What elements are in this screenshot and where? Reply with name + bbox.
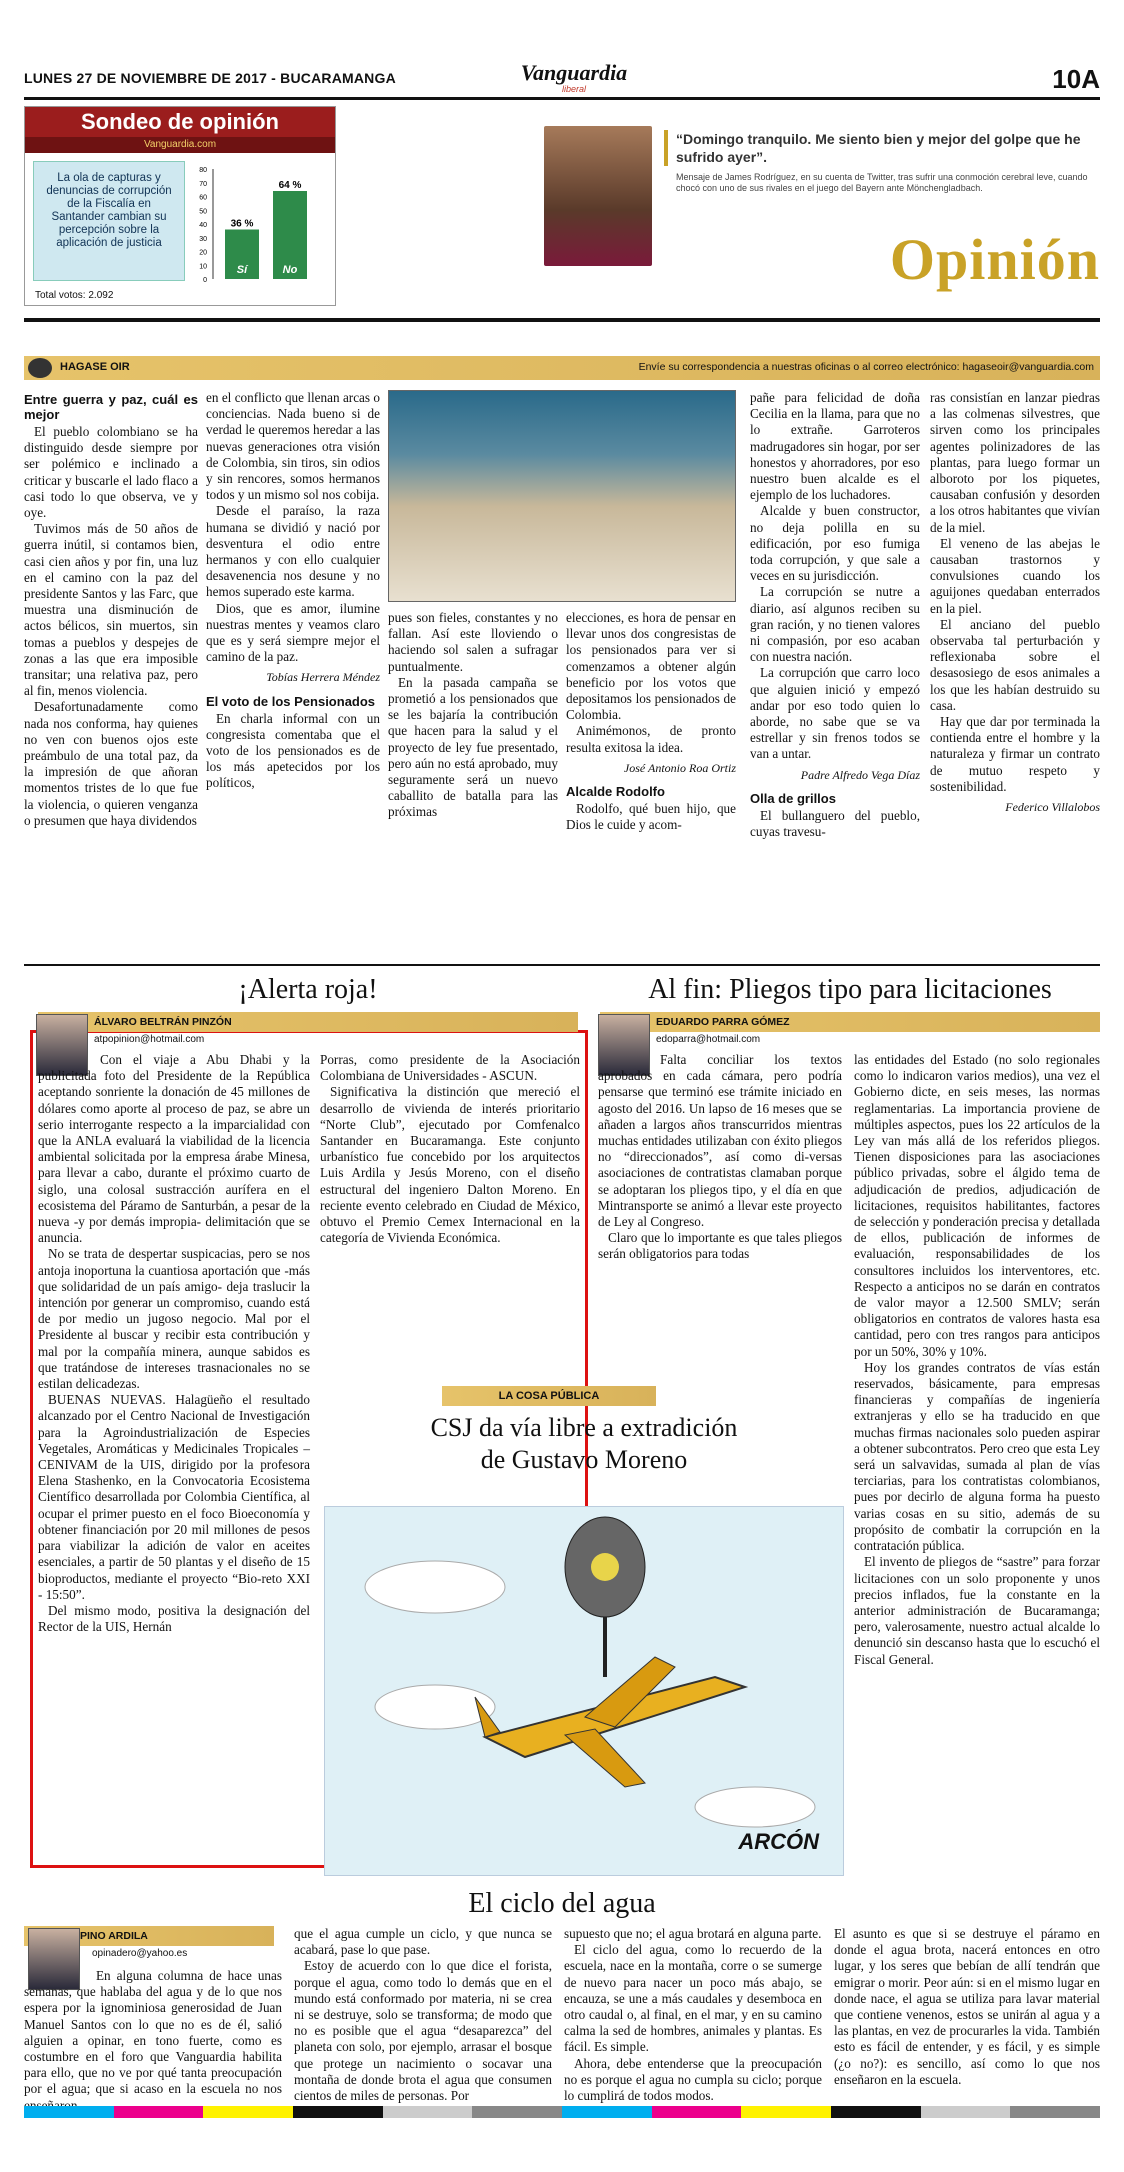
alerta-col-1 <box>38 1052 310 1635</box>
tick-label: 70 <box>199 180 207 188</box>
quote-box <box>664 130 1094 194</box>
tick-label: 10 <box>199 263 207 271</box>
letter-paragraph: Hay que dar por terminada la contienda entre el hombre y la naturaleza y firmar un contrato de mutuo respeto y sostenibilidad. <box>930 714 1100 794</box>
ciclo-col-1 <box>24 1968 282 2114</box>
alerta-col-2 <box>320 1052 580 1246</box>
article-paragraph: El invento de pliegos de “sastre” para forzar licitaciones con un solo proponente y unos precios inflados, fue la constante en la anterior administración de Bucaramanga; pero, valerosamente, nuestro actual alcalde lo denunció sin descanso hasta que lo escuchó el Fiscal General. <box>854 1554 1100 1667</box>
category-label: No <box>282 264 298 276</box>
letter-title: Olla de grillos <box>750 790 836 806</box>
voting-photo <box>388 390 736 602</box>
tick-label: 60 <box>199 194 207 202</box>
letter-paragraph: En charla informal con un congresista comentaba que el voto de los pensionados es de los más apetecidos por los políticos, <box>206 710 380 791</box>
article-paragraph: Significativa la distinción que mereció el desarrollo de vivienda de interés prioritario “Norte Club”, ejecutado por Comfenalco Santander en Bucaramanga. Este conjunto urbanístico fue concebido por los arquitectos Luis Ardila y Jesús Moreno, con el diseño estructural del ingeniero Dalton Moreno. En reciente evento celebrado en Ciudad de México, obtuvo el Premio Cemex Internacional en la categoría de Vivienda Económica. <box>320 1084 580 1246</box>
letter-paragraph: El anciano del pueblo observaba tal perturbación y reflexionaba sobre el desasosiego de esos animales a los que les habían destruido su casa. <box>930 616 1100 713</box>
article-paragraph: El ciclo del agua, como lo recuerdo de la escuela, nace en la montaña, corre o se sumerge de nuevo para nacer un poco más abajo, se encauza, se une a más caudales y desemboca en otro caudal o, al final, en el mar, y en su camino calma la sed de hombres, animales y plantas. Es fácil. Es simple. <box>564 1942 822 2055</box>
letter-paragraph: Animémonos, de pronto resulta exitosa la idea. <box>566 723 736 755</box>
letter-title: El voto de los Pensionados <box>206 693 376 709</box>
alerta-email: atpopinion@hotmail.com <box>94 1034 205 1045</box>
ciclo-title: El ciclo del agua <box>468 1888 656 1919</box>
hagase-contact: Envíe su correspondencia a nuestras oficinas o al correo electrónico: hagaseoir@vanguardia.com <box>638 361 1094 373</box>
article-paragraph: Claro que lo importante es que tales pliegos serán obligatorios para todas <box>598 1230 842 1262</box>
article-paragraph: Con el viaje a Abu Dhabi y la publicitada foto del Presidente de la República aceptando sonriente la donación de 45 millones de dólares como aporte al proceso de paz, se abre un serio interrogante respecto a la imparcialidad con que la ANLA evaluará la viabilidad de la licencia ambiental solicitada por la empresa árabe Minesa, para llevar a cabo, durante el próximo cuarto de siglo, una colosal sustracción aurífera en el ecosistema del Páramo de Santurbán, a pesar de la nueva -y por demás impropia- delimitación que se anuncia. <box>38 1052 310 1246</box>
brand-logo <box>504 62 644 94</box>
quote-text: “Domingo tranquilo. Me siento bien y mejor del golpe que he sufrido ayer”. <box>664 130 1094 166</box>
article-paragraph: Porras, como presidente de la Asociación Colombiana de Universidades - ASCUN. <box>320 1052 580 1084</box>
letter-paragraph: pañe para felicidad de doña Cecilia en la llama, para que no lo extrañe. Garroteros madrugadores sin hogar, por ser honestos y ahorradores, por eso nuestro buen alcalde es el ejemplo de los luchadores. <box>750 390 920 503</box>
data-label: 64 % <box>278 180 302 191</box>
article-paragraph: Estoy de acuerdo con lo que dice el forista, porque el agua, como todo lo demás que en el mundo está conformado por materia, ni se crea ni se destruye, solo se transforma; de modo que no es posible que el agua “desaparezca” del planeta con solo, por ejemplo, arrasar el bosque que protege un nacimiento o socavar una montaña de donde brota el agua que consumen cientos de miles de personas. Por <box>294 1958 552 2104</box>
letters-col-6 <box>930 390 1100 823</box>
ciclo-byline: PINO ARDILA <box>24 1926 274 1946</box>
divider <box>24 318 1100 322</box>
poll-total: Total votos: 2.092 <box>35 290 114 301</box>
letter-signature: José Antonio Roa Ortiz <box>623 760 736 775</box>
poll-title: Sondeo de opinión <box>25 107 335 137</box>
tick-label: 50 <box>199 208 207 216</box>
alerta-title: ¡Alerta roja! <box>238 974 378 1005</box>
article-paragraph: Ahora, debe entenderse que la preocupación no es porque el agua no cumpla su ciclo; porque lo cumplirá de todos modos. <box>564 2055 822 2104</box>
cartoon-signature: ARCÓN <box>738 1829 819 1854</box>
header-date: LUNES 27 DE NOVIEMBRE DE 2017 - BUCARAMANGA <box>24 70 396 86</box>
letter-paragraph: ras consistían en lanzar piedras a las colmenas silvestres, que sirven como los principales agentes polinizadores de las plantas, para luego formar un alboroto por los piquetes, causaban confusión y desorden a los otros habitantes que vivían de la miel. <box>930 390 1100 535</box>
article-paragraph: El asunto es que si se destruye el páramo en donde el agua brota, nacerá entonces en otro lugar, y los seres que bebían de allí tendrán que emigrar o morir. Peor aún: si en el mismo lugar en donde nace, el agua se utiliza para lavar material que contiene venenos, estos se unirán al agua y a las plantas, en vez de procurarles la vida. También esto es fácil de entender, y es fácil, y es simple (¿o no?): es sencillo, así como lo que nos enseñaron en la escuela. <box>834 1926 1100 2087</box>
letter-signature: Tobías Herrera Méndez <box>266 670 380 685</box>
letter-paragraph: en el conflicto que llenan arcas o conciencias. Nada bueno si de verdad le queremos heredar a las nuevas generaciones otra visión de Colombia, sin tiros, sin odios y sin rencores, somos hermanos todos y un mismo sol nos cobija. <box>206 390 380 503</box>
letter-paragraph: Dios, que es amor, ilumine nuestras mentes y veamos claro que es y será siempre mejor el camino de la paz. <box>206 600 380 665</box>
quote-note: Mensaje de James Rodríguez, en su cuenta de Twitter, tras sufrir una conmoción cerebral leve, cuando chocó con uno de sus rivales en el juego del Bayern ante Mönchengladbach. <box>676 172 1088 193</box>
letter-paragraph: En la pasada campaña se prometió a los pensionados que se les bajaría la contribución que hacen para la salud y el proyecto de ley fue presentado, pero aún no está aprobado, muy seguramente será un nuevo caballito de batalla para las próximas <box>388 674 558 820</box>
letter-paragraph: El pueblo colombiano se ha distinguido desde siempre por ser polémico e inclinado a criticar y buscarle el lado flaco a casi todo lo que observa, ve y oye. <box>24 424 198 521</box>
pliegos-title: Al fin: Pliegos tipo para licitaciones <box>648 974 1052 1005</box>
letter-paragraph: Desde el paraíso, la raza humana se dividió y nació por desventura el odio entre hermanos y con ello cualquier desavenencia nos desune y no hemos superado este karma. <box>206 503 380 600</box>
letter-paragraph: elecciones, es hora de pensar en llevar unos dos congresistas de los pensionados para ver si comenzamos a obtener algún beneficio por los votos que depositamos los pensionados de Colombia. <box>566 610 736 723</box>
letter-paragraph: Desafortunadamente como nada nos conforma, hay quienes no ven con buenos ojos este preámbulo de una total paz, da la impresión de que añoran momentos tristes de lo que fue la violencia, o quieren venganza o presumen que haya dividendos <box>24 699 198 828</box>
cosa-publica-label: LA COSA PÚBLICA <box>442 1386 656 1406</box>
article-paragraph: Del mismo modo, positiva la designación del Rector de la UIS, Hernán <box>38 1602 310 1635</box>
poll-source: Vanguardia.com <box>25 137 335 153</box>
poll-box <box>24 106 336 306</box>
tick-label: 0 <box>203 277 207 284</box>
tick-label: 40 <box>199 222 207 229</box>
article-paragraph: No se trata de despertar suspicacias, pero se nos antoja inoportuna la cuantiosa aportación que -más que solidaridad de un país amigo- deja traslucir la intención por generar un compromiso, cuando está de por medio un jugoso negocio. Mal por el Presidente al buscar y recibir esta contribución y mal por la compañía minera, aunque sabidos es que tratándose de intereses trasnacionales no se estilan delicadezas. <box>38 1246 310 1392</box>
pliegos-col-2 <box>854 1052 1100 1668</box>
color-registration-strip <box>24 2106 1100 2118</box>
letter-paragraph: El veneno de las abejas le causaban trastornos y convulsiones cuando los aguijones quedaban enterrados en la piel. <box>930 535 1100 616</box>
tick-label: 30 <box>199 235 207 243</box>
page-header <box>24 56 1100 100</box>
article-paragraph: que el agua cumple un ciclo, y que nunca se acabará, pase lo que pase. <box>294 1926 552 1958</box>
ciclo-col-3 <box>564 1926 822 2104</box>
quote-photo <box>544 126 652 266</box>
cartoon-title-line: de Gustavo Moreno <box>480 1445 688 1474</box>
letter-title: Entre guerra y paz, cuál es mejor <box>24 392 198 422</box>
cartoon-title <box>324 1412 844 1476</box>
divider <box>24 964 1100 966</box>
pliegos-col-1 <box>598 1052 842 1263</box>
hagase-oir-bar <box>24 356 1100 380</box>
hagase-label: HAGASE OIR <box>60 361 130 373</box>
letters-col-5 <box>750 390 920 840</box>
alerta-byline: ÁLVARO BELTRÁN PINZÓN <box>38 1012 578 1032</box>
cartoon-title-line: CSJ da vía libre a extradición <box>430 1413 738 1442</box>
brand-name: Vanguardia <box>520 60 628 85</box>
article-paragraph: Hoy los grandes contratos de vías están reservados, básicamente, para empresas financieras y compañías de ingeniería extranjeras y ello se ha traducido en que muchas firmas nacionales solo pueden aspirar a obtener subcontratos. Pero creo que esta Ley será un salvavidas, sumada al plan de vías terciarias, para los contratistas colombianos, pues por decirlo de alguna forma ha puesto varias cosas en su sitio, además de su propósito de combatir la corrupción en la contratación pública. <box>854 1359 1100 1554</box>
pliegos-email: edoparra@hotmail.com <box>656 1034 761 1045</box>
letter-paragraph: Alcalde y buen constructor, no deja polilla en su edificación, por eso fumiga toda corrupción, y que sale a veces en su jurisdicción. <box>750 503 920 584</box>
newspaper-page <box>24 56 1100 2146</box>
cartoon-drawing <box>325 1507 845 1877</box>
poll-question: La ola de capturas y denuncias de corrupción de la Fiscalía en Santander cambian su percepción sobre la aplicación de justicia <box>33 161 185 281</box>
article-paragraph: las entidades del Estado (no solo regionales como lo indicaron varios medios), una vez el Gobierno dicte, en seis meses, las normas reglamentarias. La importancia proviene de múltiples aspectos, pues los 22 artículos de la Ley van más allá de los referidos pliegos. Tienen disposiciones para las asociaciones público privadas, sobre el álgido tema de adjudicación de predios, adjudicación de licitaciones, requisitos habilitantes, factores de selección y ponderación precisa y detallada de ellos, publicación de informes de evaluación, responsabilidades de los consultores incluidos los interventores, etc. Respecto a anticipos no se darán en contratos de valor mayor a 12.500 SMLV; serán obligatorios en contratos de valores hasta esa cantidad, pero con tres rangos para anticipos por un 50%, 30% y 10%. <box>854 1052 1100 1359</box>
letter-paragraph: La corrupción se nutre a diario, así algunos reciben su gran ración, y no tienen valores ni compasión, por eso acaban con nuestra nación. <box>750 584 920 665</box>
article-paragraph: supuesto que no; el agua brotará en alguna parte. <box>564 1926 822 1941</box>
letter-signature: Padre Alfredo Vega Díaz <box>800 767 920 782</box>
data-label: 36 % <box>230 218 254 230</box>
category-label: Sí <box>236 264 248 276</box>
tick-label: 80 <box>199 167 207 174</box>
brand-sub: liberal <box>561 84 586 94</box>
letter-paragraph: El bullanguero del pueblo, cuyas travesu- <box>750 807 920 840</box>
letter-title: Alcalde Rodolfo <box>566 784 665 800</box>
letter-paragraph: pues son fieles, constantes y no fallan. Así este lloviendo o haciendo sol salen a sufragar puntualmente. <box>388 610 558 674</box>
page-number: 10A <box>1052 64 1100 94</box>
ciclo-col-4 <box>834 1926 1100 2088</box>
letter-paragraph: Tuvimos más de 50 años de guerra inútil, si contamos bien, casi cien años y por fin, una luz en el camino con la paz del presidente Santos y las Farc, que muestra una disminución de actos bélicos, sin muertos, sin tomas a pueblos y despejes de zonas a las que era imposible transitar; una relativa paz, pero al fin, menos violencia. <box>24 521 198 699</box>
article-paragraph: BUENAS NUEVAS. Halagüeño el resultado alcanzado por el Centro Nacional de Investigación para la Agroindustrialización de Especies Vegetales, Aromáticas y Medicinales Tropicales – CENIVAM de la UIS, dirigido por la profesora Elena Stashenko, en la Convocatoria Ecosistema Científico desarrollada por Colombia Científica, al ocupar el primer puesto en el foco Bioeconomía y obtener financiación por 20 mil millones de pesos para viabilizar la adición de valor en aceites esenciales, a partir de 50 plantas y el diseño de 15 bioproductos, mediante el proyecto “Bio-reto XXI - 15:50”. <box>38 1392 310 1602</box>
pliegos-byline: EDUARDO PARRA GÓMEZ <box>600 1012 1100 1032</box>
letters-col-1 <box>24 390 198 829</box>
letters-col-4 <box>566 610 736 833</box>
letter-paragraph: La corrupción que carro loco que alguien inició y empezó andar por eso todo quien lo aborde, no sabe que se va estrellar y sin frenos todos se van a untar. <box>750 665 920 762</box>
ciclo-email: opinadero@yahoo.es <box>92 1948 188 1959</box>
article-paragraph: Falta conciliar los textos aprobados en cada cámara, pero podría pensarse que terminó ese trámite iniciado en agosto del 2016. Un lapso de 16 meses que se añaden a largos años transcurridos mientras muchas entidades utilizaban con éxito pliegos no “direccionados”, así como di-versas asociaciones de contratistas clamaban porque se adoptaran los pliegos tipo, y el día en que Mintransporte se animó a llevar este proyecto de Ley al Congreso. <box>598 1052 842 1230</box>
ciclo-col-2 <box>294 1926 552 2104</box>
tick-label: 20 <box>199 249 207 257</box>
letters-col-3 <box>388 610 558 821</box>
letters-col-2 <box>206 390 380 792</box>
editorial-cartoon <box>324 1506 844 1876</box>
megaphone-icon <box>28 358 52 378</box>
letter-signature: Federico Villalobos <box>1005 800 1100 815</box>
article-paragraph: En alguna columna de hace unas semanas, que hablaba del agua y de lo que nos espera por la ignominiosa generosidad de Juan Manuel Santos con lo que no es de él, salió alguien a opinar, en tono fuerte, como es costumbre en el foro que Vanguardia habilita para ello, que no ve por qué tanta preocupación por el agua; que si acaso en la escuela no nos <box>24 1968 282 2097</box>
letter-paragraph: Rodolfo, qué buen hijo, que Dios le cuide y acom- <box>566 801 736 833</box>
poll-chart <box>191 161 331 291</box>
section-title: Opinión <box>889 227 1100 292</box>
